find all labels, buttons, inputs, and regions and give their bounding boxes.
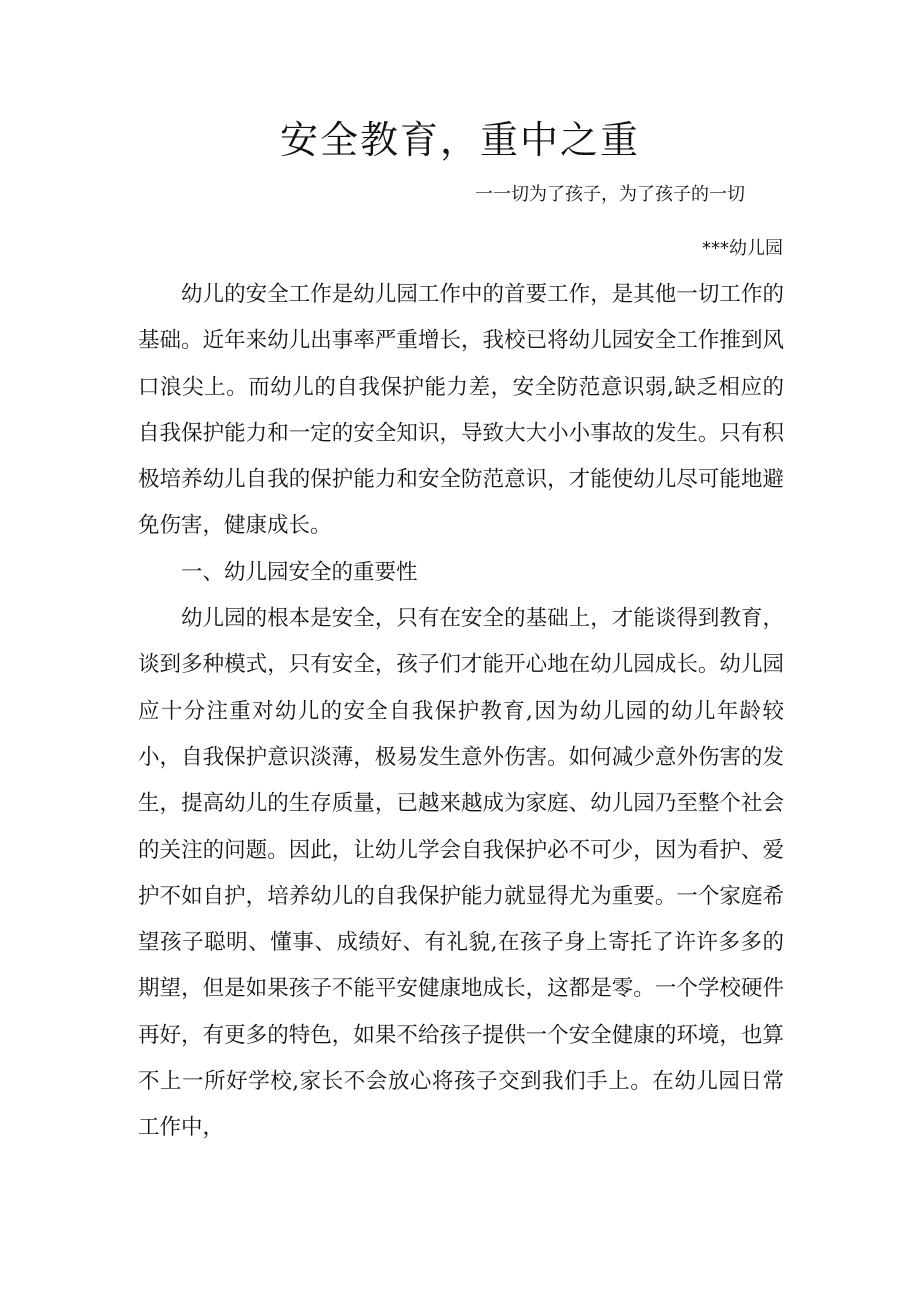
paragraph-importance: 幼儿园的根本是安全，只有在安全的基础上，才能谈得到教育，谈到多种模式，只有安全，孩子们才能开心地在幼儿园成长。幼儿园应十分注重对幼儿的安全自我保护教育,因为幼儿园的幼儿年龄较小，自我保护意识淡薄，极易发生意外伤害。如何减少意外伤害的发生，提高幼儿的生存质量，已越来越成为家庭、幼儿园乃至整个社会的关注的问题。因此，让幼儿学会自我保护必不可少，因为看护、爱护不如自护，培养幼儿的自我保护能力就显得尤为重要。一个家庭希望孩子聪明、懂事、成绩好、有礼貌,在孩子身上寄托了许许多多的期望，但是如果孩子不能平安健康地成长，这都是零。一个学校硬件再好，有更多的特色，如果不给孩子提供一个安全健康的环境，也算不上一所好学校,家长不会放心将孩子交到我们手上。在幼儿园日常工作中， xyxy=(138,606,784,1141)
document-subtitle: 一一切为了孩子，为了孩子的一切 xyxy=(475,184,745,205)
paragraph-intro: 幼儿的安全工作是幼儿园工作中的首要工作，是其他一切工作的基础。近年来幼儿出事率严重增长，我校已将幼儿园安全工作推到风口浪尖上。而幼儿的自我保护能力差，安全防范意识弱,缺乏相应的自我保护能力和一定的安全知识，导致大大小小事故的发生。只有积极培养幼儿自我的保护能力和安全防范意识，才能使幼儿尽可能地避免伤害，健康成长。 xyxy=(138,282,784,539)
document-author: ***幼儿园 xyxy=(702,238,783,259)
document-title: 安全教育，重中之重 xyxy=(279,118,640,162)
document-body xyxy=(138,272,784,1152)
section-heading-importance: 一、幼儿园安全的重要性 xyxy=(181,559,418,585)
